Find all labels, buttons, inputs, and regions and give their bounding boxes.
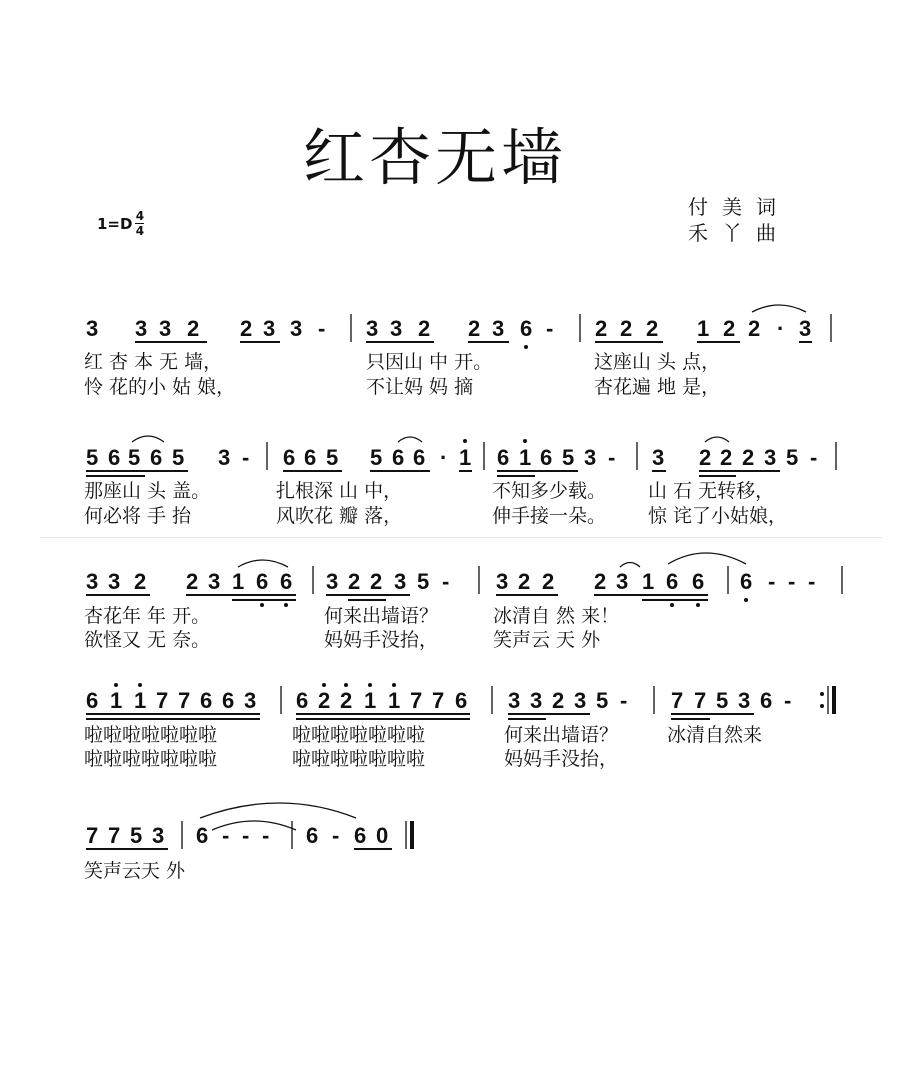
svg-text:-: - [332,823,340,848]
lyric-1-4: 怜 花的小 姑 娘， [84,376,236,398]
svg-text:6: 6 [280,569,293,594]
svg-text:3: 3 [574,688,587,713]
svg-text:6: 6 [354,823,367,848]
svg-text:-: - [262,823,270,848]
system-2 [84,436,836,527]
svg-text:6: 6 [740,569,753,594]
lyric-4-3: 何来出墙语？ [504,724,619,746]
svg-text:2: 2 [595,316,608,341]
svg-text:6: 6 [413,445,426,470]
svg-text:1: 1 [519,445,532,470]
lyric-5-1: 笑声云天 外 [84,860,186,882]
svg-text:2: 2 [542,569,555,594]
svg-text:6: 6 [150,445,163,470]
svg-text:5: 5 [562,445,575,470]
svg-text:6: 6 [306,823,319,848]
composer-credit: 禾丫曲 [688,221,790,245]
system-5 [84,803,412,882]
svg-text:3: 3 [394,569,407,594]
svg-text:2: 2 [518,569,531,594]
svg-text:-: - [768,569,776,594]
svg-text:3: 3 [799,316,812,341]
svg-text:2: 2 [186,569,199,594]
svg-text:1: 1 [110,688,123,713]
svg-text:6: 6 [692,569,705,594]
svg-text:3: 3 [263,316,276,341]
svg-text:6: 6 [283,445,296,470]
svg-text:6: 6 [520,316,533,341]
svg-text:5: 5 [130,823,143,848]
svg-text:6: 6 [455,688,468,713]
svg-text:2: 2 [187,316,200,341]
time-bottom: 4 [135,224,145,238]
svg-text:7: 7 [156,688,169,713]
svg-text:3: 3 [244,688,257,713]
svg-text:3: 3 [159,316,172,341]
svg-text:6: 6 [196,823,209,848]
svg-text:-: - [442,569,450,594]
svg-text:-: - [546,316,554,341]
svg-text:6: 6 [540,445,553,470]
tonic: 1=D [97,214,133,233]
lyric-2-5: 何必将 手 抬 [84,505,192,527]
lyric-4-7: 妈妈手没抬， [504,748,619,770]
svg-text:5: 5 [128,445,141,470]
svg-text:2: 2 [748,316,761,341]
system-3-notes [86,569,815,594]
svg-text:1: 1 [388,688,401,713]
svg-text:3: 3 [584,445,597,470]
svg-text:·: · [777,316,785,341]
svg-text:0: 0 [376,823,389,848]
lyric-3-3: 冰清自 然 来！ [493,605,620,627]
lyric-3-2: 何来出墙语？ [324,605,439,627]
lyric-3-4: 欲怪又 无 奈。 [84,629,211,651]
svg-text:3: 3 [218,445,231,470]
song-title: 红杏无墙 [302,121,567,194]
lyric-4-4: 冰清自然来 [667,724,763,746]
lyric-2-7: 伸手接一朵。 [492,505,607,527]
svg-text:7: 7 [178,688,191,713]
system-4-notes [86,688,791,713]
lyric-3-5: 妈妈手没抬， [324,629,439,651]
svg-text:5: 5 [370,445,383,470]
svg-text:2: 2 [418,316,431,341]
lyric-4-5: 啦啦啦啦啦啦啦 [84,748,218,770]
svg-text:3: 3 [508,688,521,713]
svg-text:2: 2 [646,316,659,341]
svg-text:6: 6 [760,688,773,713]
lyric-1-5: 不让妈 妈 摘 [366,376,474,398]
svg-text:2: 2 [720,445,733,470]
svg-text:6: 6 [256,569,269,594]
svg-text:3: 3 [108,569,121,594]
svg-text:3: 3 [496,569,509,594]
svg-text:3: 3 [390,316,403,341]
lyric-3-6: 笑声云 天 外 [493,629,601,651]
svg-text:5: 5 [716,688,729,713]
lyric-4-2: 啦啦啦啦啦啦啦 [292,724,426,746]
svg-text:-: - [242,823,250,848]
svg-text:1: 1 [642,569,655,594]
svg-text:-: - [808,569,816,594]
svg-text:3: 3 [86,569,99,594]
svg-text:5: 5 [86,445,99,470]
svg-text:3: 3 [366,316,379,341]
lyric-2-6: 风吹花 瓣 落， [276,505,403,527]
svg-text:1: 1 [134,688,147,713]
svg-text:3: 3 [135,316,148,341]
svg-text:6: 6 [304,445,317,470]
svg-text:7: 7 [108,823,121,848]
svg-text:3: 3 [326,569,339,594]
svg-text:3: 3 [738,688,751,713]
svg-text:7: 7 [694,688,707,713]
svg-text:3: 3 [652,445,665,470]
svg-text:2: 2 [699,445,712,470]
lyric-2-3: 不知多少载。 [492,480,607,502]
svg-text:6: 6 [497,445,510,470]
svg-text:3: 3 [492,316,505,341]
svg-text:5: 5 [417,569,430,594]
svg-text:2: 2 [742,445,755,470]
svg-text:-: - [788,569,796,594]
lyric-1-6: 杏花遍 地 是， [594,376,721,398]
svg-text:3: 3 [208,569,221,594]
svg-text:2: 2 [240,316,253,341]
svg-text:2: 2 [620,316,633,341]
system-2-notes [86,445,817,470]
system-4 [84,683,834,770]
svg-text:-: - [608,445,616,470]
svg-text:1: 1 [364,688,377,713]
svg-text:-: - [222,823,230,848]
lyric-2-4: 山 石 无转移， [648,480,775,502]
svg-text:3: 3 [530,688,543,713]
svg-text:6: 6 [666,569,679,594]
svg-text:6: 6 [296,688,309,713]
svg-text:2: 2 [348,569,361,594]
svg-text:3: 3 [616,569,629,594]
lyric-1-2: 只因山 中 开。 [366,351,493,373]
svg-text:6: 6 [392,445,405,470]
svg-text:3: 3 [764,445,777,470]
system-5-notes [86,823,388,848]
lyric-2-2: 扎根深 山 中， [276,480,403,502]
svg-text:3: 3 [152,823,165,848]
svg-text:1: 1 [459,445,472,470]
svg-text:3: 3 [290,316,303,341]
svg-text:5: 5 [786,445,799,470]
svg-text:-: - [620,688,628,713]
svg-text:5: 5 [172,445,185,470]
svg-text:2: 2 [594,569,607,594]
svg-text:2: 2 [468,316,481,341]
svg-text:1: 1 [697,316,710,341]
svg-text:2: 2 [723,316,736,341]
svg-text:3: 3 [86,316,99,341]
svg-text:6: 6 [86,688,99,713]
lyric-2-8: 惊 诧了小姑娘， [648,505,788,527]
svg-text:2: 2 [370,569,383,594]
svg-text:-: - [810,445,818,470]
lyric-1-3: 这座山 头 点， [594,351,721,373]
lyric-3-1: 杏花年 年 开。 [84,605,211,627]
lyric-4-6: 啦啦啦啦啦啦啦 [292,748,426,770]
svg-text:-: - [242,445,250,470]
svg-text:7: 7 [410,688,423,713]
system-3 [84,553,842,651]
svg-text:5: 5 [596,688,609,713]
svg-text:·: · [440,445,448,470]
svg-text:6: 6 [200,688,213,713]
svg-text:2: 2 [134,569,147,594]
svg-text:5: 5 [326,445,339,470]
lyric-2-1: 那座山 头 盖。 [84,480,211,502]
svg-text:-: - [318,316,326,341]
lyric-1-1: 红 杏 本 无 墙， [84,351,223,373]
svg-text:2: 2 [318,688,331,713]
svg-text:7: 7 [86,823,99,848]
svg-text:7: 7 [432,688,445,713]
time-top: 4 [135,209,145,223]
svg-text:2: 2 [552,688,565,713]
lyricist-credit: 付美词 [688,195,790,219]
svg-text:6: 6 [222,688,235,713]
svg-text:6: 6 [108,445,121,470]
system-1-notes [86,316,811,341]
lyric-4-1: 啦啦啦啦啦啦啦 [84,724,218,746]
svg-text:7: 7 [671,688,684,713]
svg-text:2: 2 [340,688,353,713]
svg-text:-: - [784,688,792,713]
system-1 [84,305,831,398]
svg-text:1: 1 [232,569,245,594]
